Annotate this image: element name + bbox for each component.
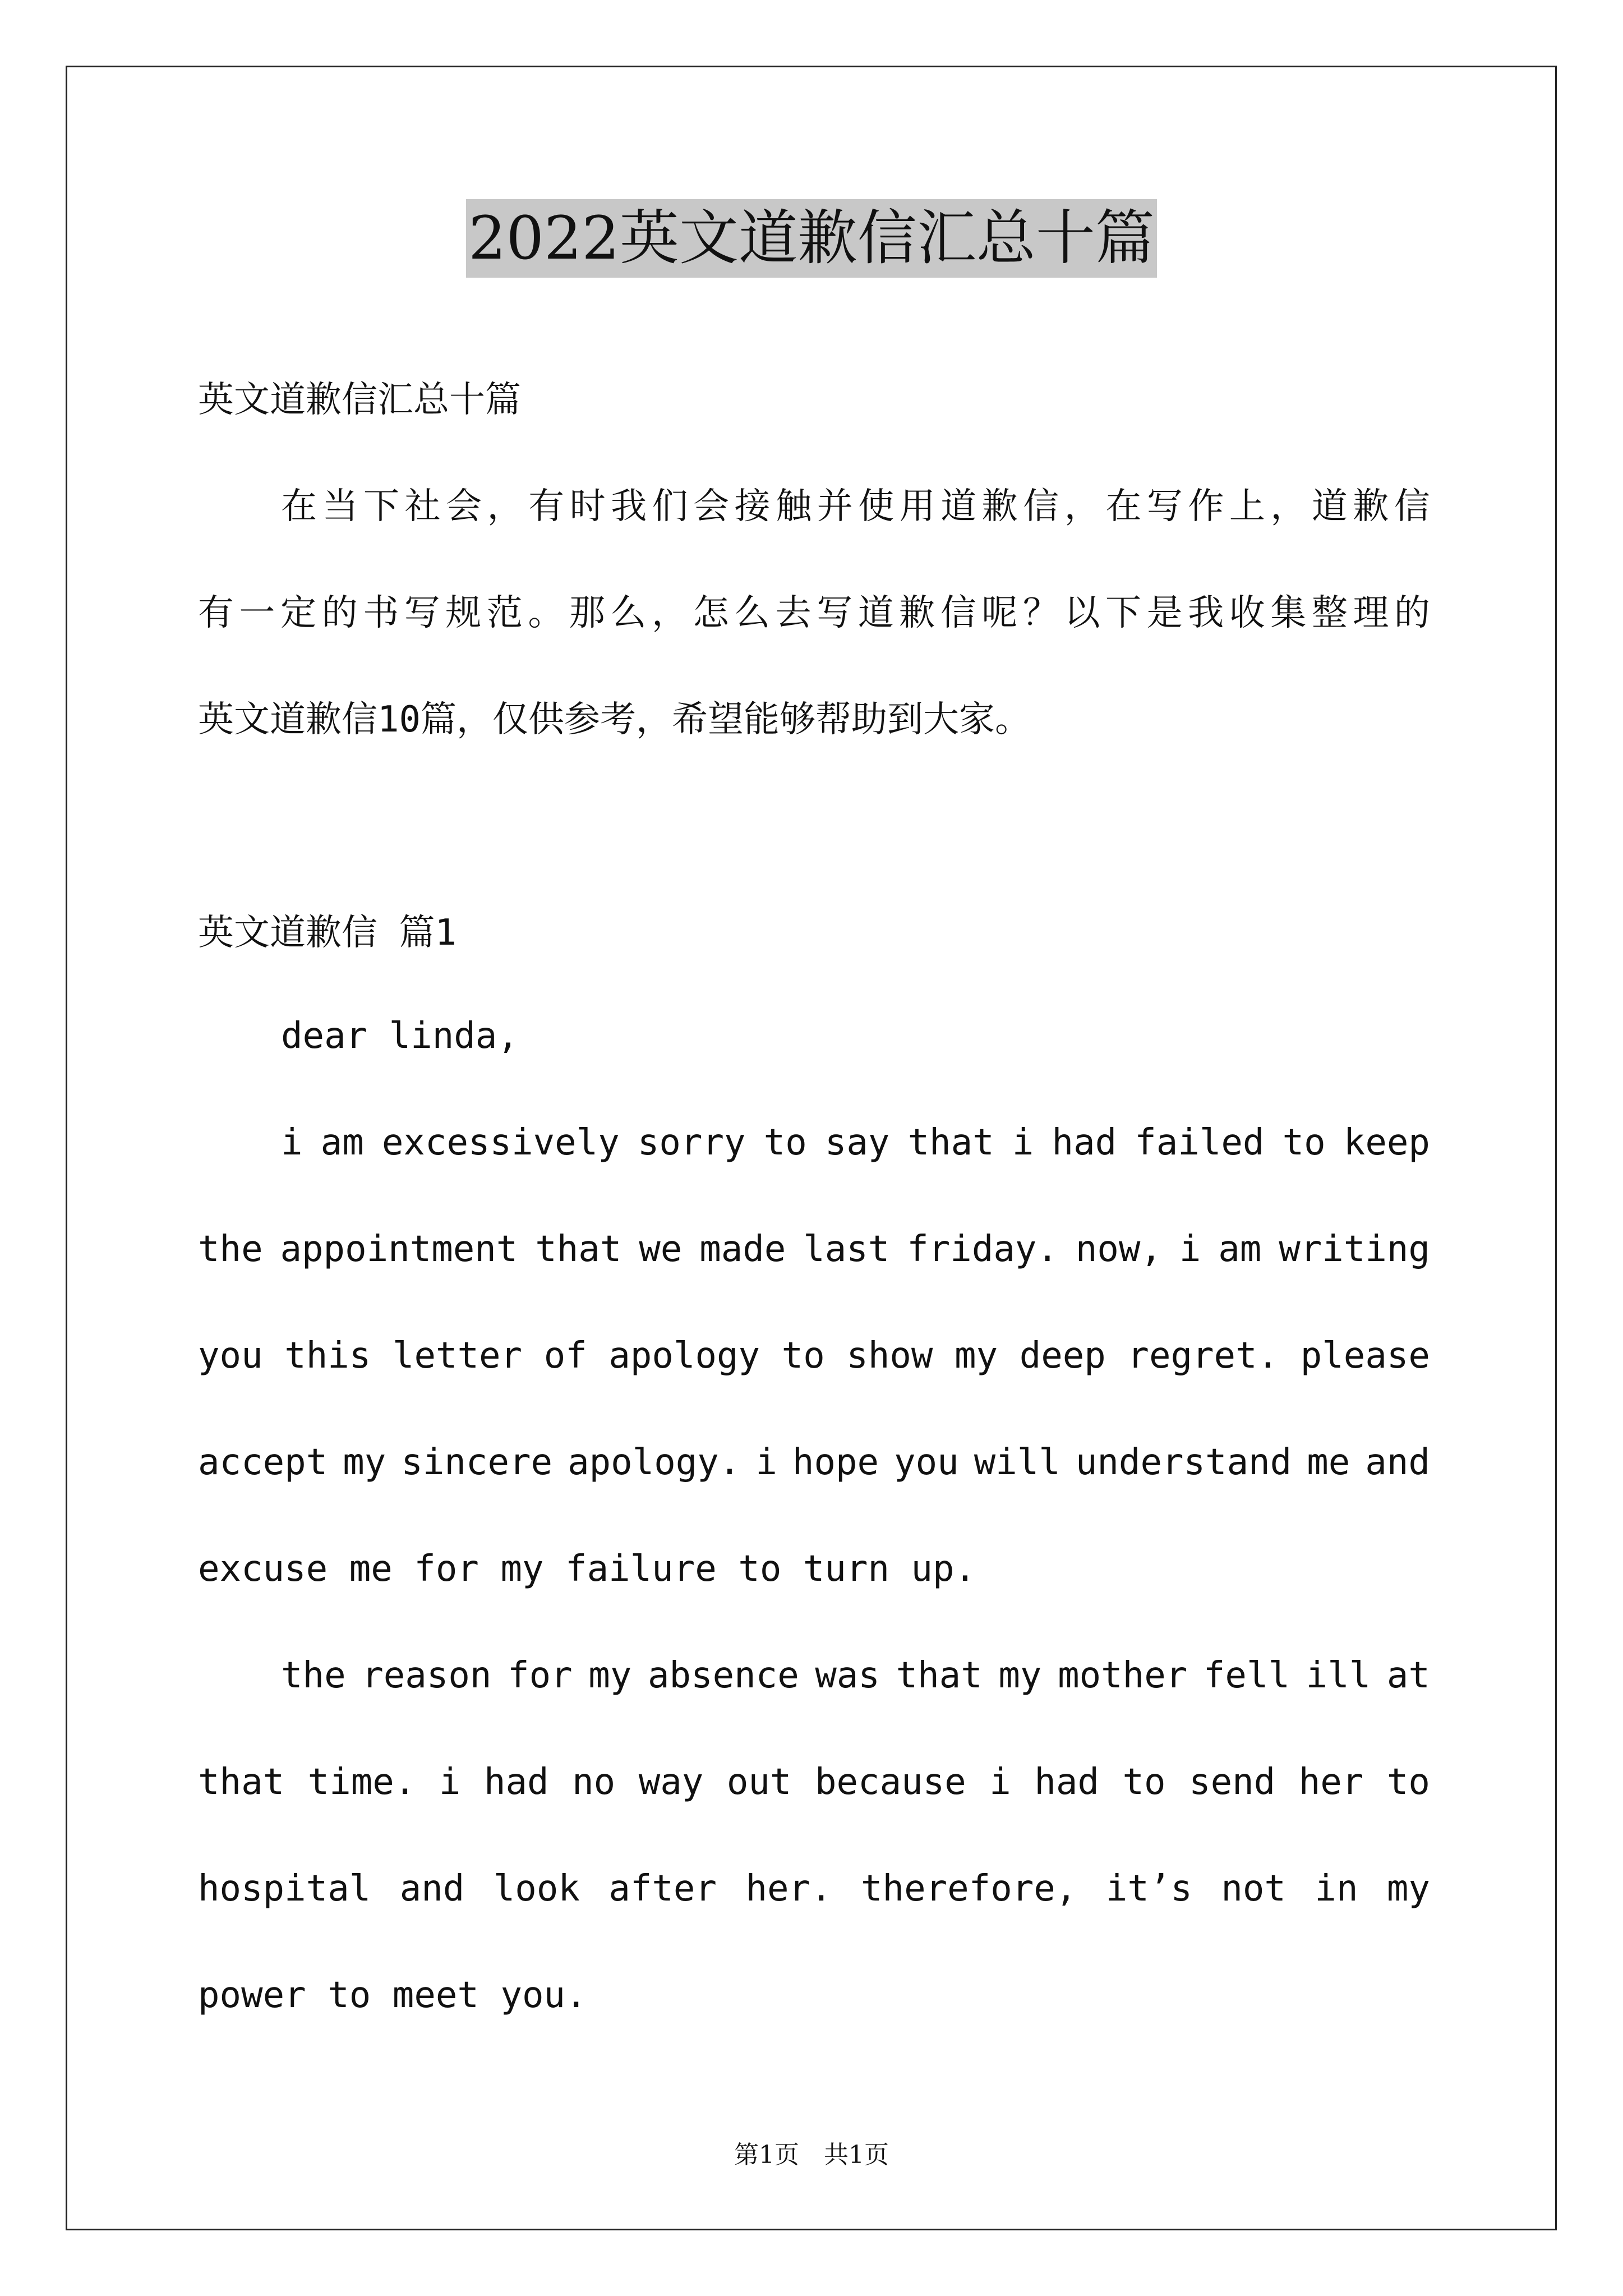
text-char: 的 [1394, 592, 1430, 634]
text-word: i [1012, 1122, 1034, 1163]
text-word: my [588, 1655, 632, 1696]
text-char: 我 [611, 486, 647, 527]
text-char: 那 [569, 592, 605, 634]
text-word: i [281, 1122, 303, 1163]
text-char: 去 [775, 592, 811, 634]
text-word: you [198, 1335, 263, 1377]
text-word: letter [392, 1335, 523, 1377]
text-word: no [572, 1761, 616, 1803]
text-char: 歉 [1353, 486, 1389, 527]
text-word: sorry [637, 1122, 746, 1163]
text-word: am [1218, 1228, 1262, 1270]
text-word: send [1189, 1761, 1276, 1803]
text-char: 上 [1229, 486, 1265, 527]
text-char: 么 [610, 592, 647, 634]
text-word: last [803, 1228, 890, 1270]
text-word: excessively [381, 1122, 620, 1163]
text-char: 怎 [693, 592, 729, 634]
paragraph-line: power to meet you. [198, 1975, 587, 2016]
text-char: 的 [321, 592, 358, 634]
text-char: 下 [363, 486, 400, 527]
section-heading: 英文道歉信 篇1 [198, 912, 457, 954]
text-word: am [320, 1122, 364, 1163]
text-char: 当 [322, 486, 358, 527]
text-word: out [726, 1761, 792, 1803]
text-word: say [824, 1122, 890, 1163]
text-char: 范 [486, 592, 523, 634]
text-word: therefore, [861, 1868, 1077, 1910]
text-word: had [1052, 1122, 1117, 1163]
text-char: 道 [857, 592, 894, 634]
text-word: please [1300, 1335, 1430, 1377]
text-word: failed [1135, 1122, 1265, 1163]
text-word: i [439, 1761, 461, 1803]
paragraph-line [198, 1303, 1430, 1409]
document-subtitle: 英文道歉信汇总十篇 [198, 379, 521, 421]
text-word: i [989, 1761, 1011, 1803]
text-word: her [1298, 1761, 1364, 1803]
text-char: 。 [528, 592, 564, 634]
paragraph-line [198, 1729, 1430, 1835]
text-word: my [1386, 1868, 1430, 1910]
text-char: 理 [1353, 592, 1389, 634]
text-word: for [508, 1655, 573, 1696]
text-word: was [815, 1655, 880, 1696]
text-char: 我 [1188, 592, 1224, 634]
text-char: 社 [404, 486, 441, 527]
intro-line [198, 556, 1430, 663]
text-word: her. [745, 1868, 832, 1910]
text-word: had [1034, 1761, 1099, 1803]
text-word: my [998, 1655, 1042, 1696]
text-word: to [1282, 1122, 1326, 1163]
text-char: 用 [899, 486, 935, 527]
text-word: look [493, 1868, 580, 1910]
text-word: hospital [198, 1868, 371, 1910]
text-word: after [608, 1868, 717, 1910]
text-char: 下 [1105, 592, 1142, 634]
text-char: 整 [1311, 592, 1348, 634]
text-word: the [198, 1228, 263, 1270]
text-word: apology [608, 1335, 760, 1377]
paragraph-line [198, 1622, 1430, 1729]
text-word: this [284, 1335, 371, 1377]
text-char: 信 [1023, 486, 1059, 527]
text-char: 写 [404, 592, 440, 634]
text-word: that [198, 1761, 285, 1803]
text-char: 有 [528, 486, 565, 527]
page-footer: 第1页 共1页 [734, 2141, 889, 2169]
text-word: deep [1019, 1335, 1106, 1377]
text-word: hope [792, 1442, 879, 1483]
text-char: 是 [1146, 592, 1183, 634]
text-word: keep [1343, 1122, 1430, 1163]
text-char: 写 [1146, 486, 1183, 527]
text-word: mother [1058, 1655, 1188, 1696]
text-char: 写 [817, 592, 853, 634]
text-word: now, [1075, 1228, 1162, 1270]
text-char: ， [487, 486, 523, 527]
paragraph-line [198, 1196, 1430, 1303]
text-word: in [1315, 1868, 1358, 1910]
text-word: show [846, 1335, 933, 1377]
salutation: dear linda, [281, 1015, 519, 1057]
paragraph-line: excuse me for my failure to turn up. [198, 1548, 976, 1590]
text-word: reason [362, 1655, 492, 1696]
text-word: that [896, 1655, 983, 1696]
text-word: the [281, 1655, 346, 1696]
text-char: 会 [446, 486, 482, 527]
document-title: 2022英文道歉信汇总十篇 [466, 199, 1157, 278]
text-char: 歉 [899, 592, 935, 634]
text-char: 信 [940, 592, 976, 634]
text-char: 有 [198, 592, 234, 634]
text-word: absence [648, 1655, 799, 1696]
text-char: 以 [1064, 592, 1100, 634]
text-char: 并 [817, 486, 853, 527]
title-container [0, 199, 1623, 278]
text-char: 们 [652, 486, 688, 527]
text-word: time. [307, 1761, 416, 1803]
text-word: friday. [907, 1228, 1058, 1270]
text-word: me [1307, 1442, 1350, 1483]
paragraph-line [198, 1089, 1430, 1196]
text-char: 规 [445, 592, 482, 634]
text-word: writing [1279, 1228, 1430, 1270]
text-char: ， [652, 592, 688, 634]
text-word: way [638, 1761, 704, 1803]
text-char: 呢 [981, 592, 1018, 634]
text-word: that [907, 1122, 994, 1163]
text-word: accept [198, 1442, 328, 1483]
text-word: regret. [1127, 1335, 1279, 1377]
text-char: 书 [363, 592, 399, 634]
text-char: 在 [1105, 486, 1142, 527]
text-word: my [343, 1442, 386, 1483]
text-char: 收 [1229, 592, 1265, 634]
text-char: 一 [239, 592, 275, 634]
text-word: you [894, 1442, 959, 1483]
text-word: ill [1306, 1655, 1371, 1696]
text-word: to [1386, 1761, 1430, 1803]
text-char: 信 [1394, 486, 1430, 527]
text-word: not [1221, 1868, 1286, 1910]
text-word: we [639, 1228, 683, 1270]
text-word: apology. [568, 1442, 741, 1483]
text-char: 使 [858, 486, 895, 527]
text-word: appointment [280, 1228, 518, 1270]
text-word: will [974, 1442, 1061, 1483]
text-word: because [814, 1761, 966, 1803]
text-word: i [1179, 1228, 1201, 1270]
document-body [198, 343, 1430, 2049]
text-word: and [1365, 1442, 1430, 1483]
text-char: 会 [693, 486, 730, 527]
text-word: fell [1203, 1655, 1290, 1696]
text-char: ， [1064, 486, 1100, 527]
intro-line [198, 450, 1430, 556]
text-char: 么 [734, 592, 771, 634]
text-word: at [1386, 1655, 1430, 1696]
text-char: 歉 [981, 486, 1018, 527]
text-char: 触 [776, 486, 812, 527]
text-word: sincere [401, 1442, 553, 1483]
text-word: to [781, 1335, 825, 1377]
text-word: made [699, 1228, 786, 1270]
paragraph-line [198, 1409, 1430, 1516]
text-char: 道 [1311, 486, 1348, 527]
spacer [198, 770, 1430, 876]
text-word: understand [1075, 1442, 1292, 1483]
text-char: 作 [1188, 486, 1224, 527]
intro-line: 英文道歉信10篇，仅供参考，希望能够帮助到大家。 [198, 699, 1031, 740]
text-char: 在 [281, 486, 317, 527]
text-word: it’s [1105, 1868, 1192, 1910]
text-char: 时 [569, 486, 606, 527]
text-word: had [483, 1761, 549, 1803]
text-char: ？ [1022, 592, 1059, 634]
text-word: i [755, 1442, 777, 1483]
paragraph-line [198, 1835, 1430, 1942]
text-char: 集 [1270, 592, 1307, 634]
text-word: of [543, 1335, 587, 1377]
text-word: and [399, 1868, 465, 1910]
text-word: that [535, 1228, 622, 1270]
text-word: to [1122, 1761, 1166, 1803]
text-word: to [763, 1122, 807, 1163]
text-char: 道 [940, 486, 977, 527]
text-char: 接 [734, 486, 771, 527]
text-word: my [955, 1335, 998, 1377]
text-char: ， [1270, 486, 1307, 527]
text-char: 定 [280, 592, 317, 634]
